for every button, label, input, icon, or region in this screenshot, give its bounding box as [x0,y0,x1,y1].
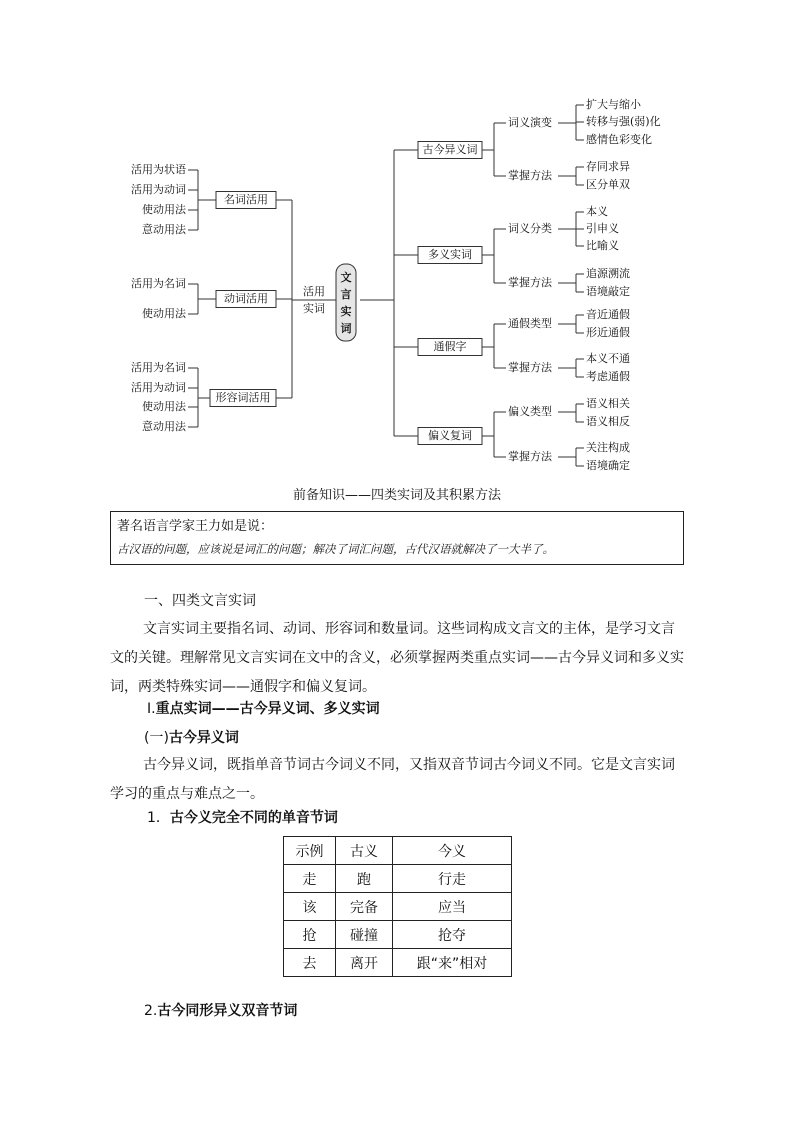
left-category-label: 动词活用 [224,292,268,305]
list-item-1 [147,808,338,828]
table-cell: 去 [284,949,336,977]
mid-label: 活用 [303,285,325,298]
left-leaf-label: 活用为名词 [131,277,186,290]
center-node-char: 词 [340,322,352,335]
paragraph-definition: 古今异义词，既指单音节词古今词义不同，又指双音节词古今词义不同。它是文言实词学习的重点与难点之一。 [110,757,675,802]
branch-label: 掌握方法 [508,276,552,289]
table-cell: 跟“来”相对 [393,949,512,977]
center-node-char: 言 [340,288,352,301]
branch-label: 词义分类 [508,222,552,235]
list-item-2 [144,1001,297,1021]
right-leaf-label: 追源溯流 [586,267,630,280]
example-table [283,836,512,977]
branch-label: 掌握方法 [508,169,552,182]
paragraph-intro: 文言实词主要指名词、动词、形容词和数量词。这些词构成文言文的主体，是学习文言文的关键。理解常见文言实词在文中的含义，必须掌握两类重点实词——古今异义词和多义实词，两类特殊实词——通假字和偏义复词。 [110,621,684,695]
left-leaf-label: 活用为动词 [131,183,186,196]
diagram-caption: 前备知识——四类实词及其积累方法 [292,488,501,503]
table-header-cell: 今义 [393,837,512,865]
quote-box [110,511,684,565]
left-category-label: 名词活用 [224,193,268,206]
right-leaf-label: 区分单双 [586,178,630,191]
left-leaf-label: 使动用法 [142,400,186,413]
table-cell: 行走 [393,865,512,893]
left-leaf-label: 使动用法 [142,307,186,320]
table-row [284,949,512,977]
table-cell: 碰撞 [336,921,393,949]
table-row [284,893,512,921]
branch-label: 掌握方法 [508,450,552,463]
subheading-title: 古今异义词 [168,730,239,746]
left-leaf-label: 意动用法 [142,223,186,236]
table-row [284,865,512,893]
table-cell: 走 [284,865,336,893]
right-category-label: 偏义复词 [428,429,472,442]
list-item-prefix: 2. [144,1003,158,1019]
table-cell: 离开 [336,949,393,977]
right-leaf-label: 语境敲定 [586,285,630,298]
right-leaf-label: 感情色彩变化 [586,133,652,146]
right-leaf-label: 考虑通假 [586,370,630,383]
left-leaf-label: 活用为名词 [131,361,186,374]
right-category-label: 多义实词 [428,248,472,261]
table-header-row [284,837,512,865]
branch-label: 通假类型 [508,317,552,330]
right-leaf-label: 本义 [586,205,608,218]
right-leaf-label: 引申义 [586,222,619,235]
mid-label: 实词 [303,302,325,315]
right-leaf-label: 语境确定 [586,459,630,472]
right-category-label: 通假字 [433,340,467,353]
table-header-cell: 古义 [336,837,393,865]
table-row [284,921,512,949]
branch-label: 词义演变 [508,116,552,129]
left-leaf-label: 活用为动词 [131,381,186,394]
list-item-title: 古今义完全不同的单音节词 [169,810,338,826]
concept-tree-diagram [0,0,794,480]
center-node-char: 文 [340,271,352,284]
left-leaf-label: 意动用法 [142,420,186,433]
right-leaf-label: 转移与强(弱)化 [586,115,661,128]
table-cell: 抢夺 [393,921,512,949]
left-category-label: 形容词活用 [215,391,271,404]
branch-label: 掌握方法 [508,361,552,374]
table-cell: 抢 [284,921,336,949]
list-item-title: 古今同形异义双音节词 [157,1003,298,1019]
table-cell: 跑 [336,865,393,893]
quote-text: 古汉语的问题，应该说是词汇的问题；解决了词汇问题，古代汉语就解决了一大半了。 [117,542,554,556]
right-leaf-label: 存同求异 [586,160,630,173]
quote-title: 著名语言学家王力如是说： [117,519,274,534]
left-leaf-label: 活用为状语 [131,163,186,176]
right-leaf-label: 形近通假 [586,326,630,339]
right-leaf-label: 本义不通 [586,352,630,365]
table-cell: 该 [284,893,336,921]
subheading-key-words [147,699,380,719]
right-leaf-label: 比喻义 [586,239,619,252]
table-cell: 应当 [393,893,512,921]
right-leaf-label: 关注构成 [586,441,630,454]
subheading-ancient-modern [144,728,239,748]
right-leaf-label: 语义相反 [586,415,630,428]
subheading-prefix: Ⅰ. [147,701,156,717]
table-cell: 完备 [336,893,393,921]
right-leaf-label: 扩大与缩小 [586,98,641,111]
list-item-prefix: 1． [147,810,170,826]
subheading-prefix: (一) [144,730,169,746]
center-node-char: 实 [340,305,352,318]
section-heading: 一、四类文言实词 [144,593,256,609]
right-leaf-label: 语义相关 [586,397,630,410]
subheading-title: 重点实词——古今异义词、多义实词 [155,701,380,717]
branch-label: 偏义类型 [508,405,552,418]
right-category-label: 古今异义词 [422,143,478,156]
right-leaf-label: 音近通假 [586,308,630,321]
table-header-cell: 示例 [284,837,336,865]
left-leaf-label: 使动用法 [142,203,186,216]
